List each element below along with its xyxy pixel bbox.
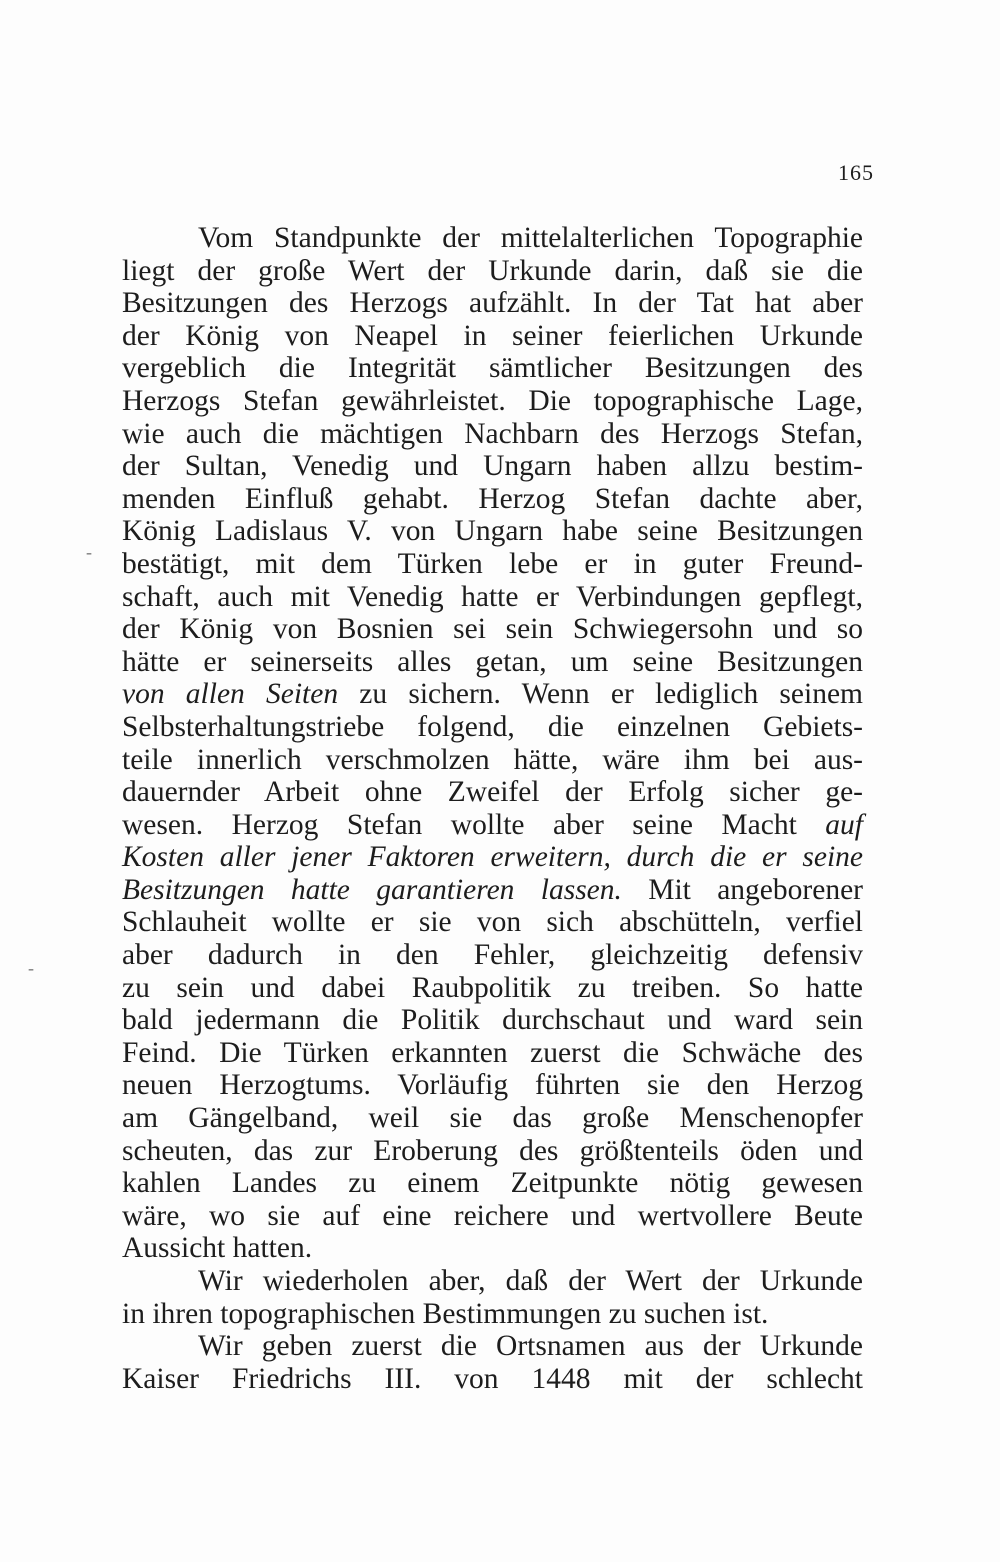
text-line bbox=[122, 809, 863, 842]
text-line: scheuten, das zur Eroberung des größtenteils öden und bbox=[122, 1134, 863, 1167]
italic-text-run: von allen Seiten bbox=[122, 678, 339, 711]
text-line: neuen Herzogtums. Vorläufig führten sie den Herzog bbox=[122, 1069, 863, 1102]
text-line: der König von Bosnien sei sein Schwiegersohn und so bbox=[122, 613, 863, 646]
text-run: Mit angeborener bbox=[621, 873, 863, 906]
text-line: Wir wiederholen aber, daß der Wert der Urkunde bbox=[198, 1265, 863, 1297]
text-line: in ihren topographischen Bestimmungen zu suchen ist. bbox=[122, 1297, 769, 1330]
text-line: Selbsterhaltungstriebe folgend, die einzelnen Gebiets- bbox=[122, 710, 863, 743]
text-line bbox=[122, 678, 863, 711]
text-line: am Gängelband, weil sie das große Menschenopfer bbox=[122, 1102, 863, 1135]
text-line: bald jedermann die Politik durchschaut und ward sein bbox=[122, 1004, 863, 1037]
text-run: wesen. Herzog Stefan wollte aber seine Macht bbox=[122, 808, 826, 841]
margin-dash-mark: - bbox=[28, 958, 34, 978]
text-line: König Ladislaus V. von Ungarn habe seine Besitzungen bbox=[122, 515, 863, 548]
margin-dash-mark: - bbox=[86, 542, 92, 562]
text-line: kahlen Landes zu einem Zeitpunkte nötig gewesen bbox=[122, 1167, 863, 1200]
text-line: liegt der große Wert der Urkunde darin, daß sie die bbox=[122, 254, 863, 287]
text-line: wäre, wo sie auf eine reichere und wertvollere Beute bbox=[122, 1199, 863, 1232]
text-line: Wir geben zuerst die Ortsnamen aus der Urkunde bbox=[198, 1330, 863, 1363]
text-line: aber dadurch in den Fehler, gleichzeitig defensiv bbox=[122, 939, 863, 972]
text-line: vergeblich die Integrität sämtlicher Besitzungen des bbox=[122, 352, 863, 385]
text-line: Vom Standpunkte der mittelalterlichen Topographie bbox=[198, 222, 863, 254]
text-line: Aussicht hatten. bbox=[122, 1232, 313, 1265]
text-line: hätte er seinerseits alles getan, um seine Besitzungen bbox=[122, 645, 863, 678]
text-run: zu sichern. Wenn er lediglich seinem bbox=[338, 678, 863, 711]
text-line: wie auch die mächtigen Nachbarn des Herzogs Stefan, bbox=[122, 417, 863, 450]
text-line: Herzogs Stefan gewährleistet. Die topographische Lage, bbox=[122, 384, 863, 417]
text-line: schaft, auch mit Venedig hatte er Verbindungen gepflegt, bbox=[122, 580, 863, 613]
text-line: Schlauheit wollte er sie von sich abschütteln, verfiel bbox=[122, 906, 863, 939]
text-line: zu sein und dabei Raubpolitik zu treiben. So hatte bbox=[122, 971, 863, 1004]
text-line bbox=[122, 874, 863, 907]
italic-text-run: auf bbox=[825, 808, 863, 841]
page-number: 165 bbox=[838, 160, 874, 185]
text-line bbox=[122, 841, 863, 874]
body-text bbox=[122, 222, 863, 1395]
text-line: teile innerlich verschmolzen hätte, wäre ihm bei aus- bbox=[122, 743, 863, 776]
italic-text-run: Besitzungen hatte garantieren lassen. bbox=[122, 873, 622, 906]
text-line: der Sultan, Venedig und Ungarn haben allzu bestim- bbox=[122, 450, 863, 483]
text-line: dauernder Arbeit ohne Zweifel der Erfolg sicher ge- bbox=[122, 776, 863, 809]
text-line: Kaiser Friedrichs III. von 1448 mit der schlecht bbox=[122, 1362, 863, 1395]
text-line: der König von Neapel in seiner feierlichen Urkunde bbox=[122, 319, 863, 352]
text-line: menden Einfluß gehabt. Herzog Stefan dachte aber, bbox=[122, 482, 863, 515]
text-line: bestätigt, mit dem Türken lebe er in guter Freund- bbox=[122, 547, 863, 580]
text-line: Feind. Die Türken erkannten zuerst die Schwäche des bbox=[122, 1036, 863, 1069]
text-line: Besitzungen des Herzogs aufzählt. In der Tat hat aber bbox=[122, 287, 863, 320]
italic-text-run: Kosten aller jener Faktoren erweitern, durch die er seine bbox=[122, 841, 863, 874]
